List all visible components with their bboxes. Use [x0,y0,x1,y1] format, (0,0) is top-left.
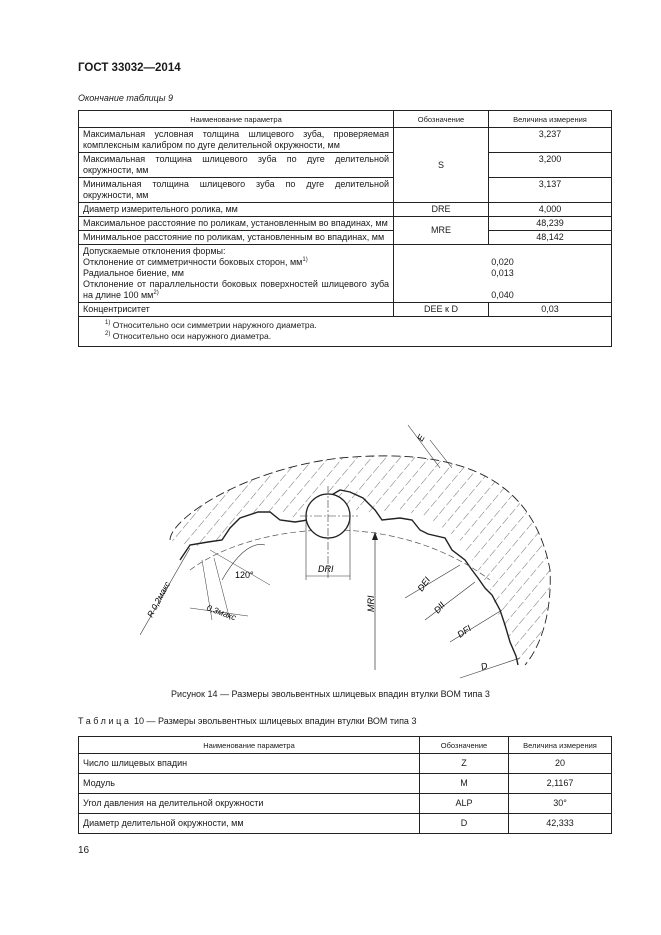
table-row [79,178,612,203]
symbol-cell: MRE [394,217,489,245]
value-cell: 3,237 [489,128,612,153]
param-cell: Минимальная толщина шлицевого зуба по дуге делительной окружности, мм [79,178,394,203]
table-row [79,153,612,178]
angle-label: 120° [235,570,254,580]
footnote: $^{1)}$ Относительно оси симметрии наружного диаметра. [105,320,317,330]
column-header: Обозначение [420,737,509,754]
param-cell: Минимальное расстояние по роликам, установленным во впадинах, мм [79,231,394,245]
table-row [79,814,612,834]
table-row [79,245,612,303]
param-cell: Диаметр делительной окружности, мм [79,814,420,834]
param-line: Отклонение от параллельности боковых поверхностей шлицевого зуба на длине 100 $мм^{2)}$ [83,279,389,300]
param-cell: Максимальное расстояние по роликам, установленным во впадинах, мм [79,217,394,231]
dri-label: DRI [318,564,334,574]
table9 [78,110,612,347]
value-cell: 3,200 [489,153,612,178]
chamfer-label: 0,3макс [205,602,238,623]
footnote-row [79,317,612,347]
param-cell: Максимальная толщина шлицевого зуба по дуге делительной окружности, мм [79,153,394,178]
table10 [78,736,612,834]
table10-caption-rest: 10 — Размеры эвольвентных шлицевых впадин втулки ВОМ типа 3 [134,716,417,726]
value-stack-cell [394,245,612,303]
param-cell: Угол давления на делительной окружности [79,794,420,814]
mri-label: MRI [366,595,376,612]
table-row [79,774,612,794]
radius-label: R 0,2макс [144,579,173,619]
value-cell: 48,239 [489,217,612,231]
table-row [79,203,612,217]
table-row [79,217,612,231]
document-header: ГОСТ 33032—2014 [78,62,181,74]
param-cell: Модуль [79,774,420,794]
value-cell: 3,137 [489,178,612,203]
param-line: Радиальное биение, мм [83,268,184,278]
page-number: 16 [78,845,90,856]
footnote: $^{2)}$ Относительно оси наружного диаметра. [105,331,272,341]
table9-header-row [79,111,612,128]
value-cell: 4,000 [489,203,612,217]
value-line: 0,020 [491,257,514,267]
footnote-ref: 2) [153,290,159,296]
value-cell: 48,142 [489,231,612,245]
column-header: Величина измерения [509,737,612,754]
symbol-cell: DRE [394,203,489,217]
symbol-cell: M [420,774,509,794]
column-header: Наименование параметра [79,737,420,754]
table-row [79,128,612,153]
e-label: E [415,432,427,443]
value-line: 0,013 [491,268,514,278]
symbol-cell: D [420,814,509,834]
param-cell: Диаметр измерительного ролика, мм [79,203,394,217]
column-header: Наименование параметра [79,111,394,128]
param-line: Отклонение от симметричности боковых сторон, $мм^{1)}$ [83,257,308,267]
param-intro: Допускаемые отклонения формы: [83,246,226,256]
table-row [79,303,612,317]
value-line: 0,040 [491,290,514,300]
value-cell: 42,333 [509,814,612,834]
footnote-ref: 1) [302,257,308,263]
column-header: Обозначение [394,111,489,128]
symbol-cell: Z [420,754,509,774]
table9-caption: Окончание таблицы 9 [78,93,173,103]
table10-header-row [79,737,612,754]
dfi-label: DFI [455,623,474,640]
footnotes [79,317,612,347]
value-cell: 30° [509,794,612,814]
d-label: D [479,660,489,672]
table10-caption-word: Таблица [78,716,132,726]
param-cell: Концентриситет [79,303,394,317]
param-cell [79,245,394,303]
figure-caption: Рисунок 14 — Размеры эвольвентных шлицевых впадин втулки ВОМ типа 3 [171,689,490,699]
column-header: Величина измерения [489,111,612,128]
value-cell: 0,03 [489,303,612,317]
param-cell: Максимальная условная толщина шлицевого зуба, проверяемая комплексным калибром по дуге делительной окружности, мм [79,128,394,153]
dei-label: DEI [415,575,433,594]
table-row [79,231,612,245]
symbol-cell: S [394,128,489,203]
table10-caption [78,716,416,726]
hub-section [170,456,550,665]
table-row [79,754,612,774]
value-cell: 20 [509,754,612,774]
value-cell: 2,1167 [509,774,612,794]
dii-label: DII [431,600,447,616]
symbol-cell: ALP [420,794,509,814]
spline-drawing [130,420,570,682]
symbol-cell: DEE к D [394,303,489,317]
param-cell: Число шлицевых впадин [79,754,420,774]
table-row [79,794,612,814]
